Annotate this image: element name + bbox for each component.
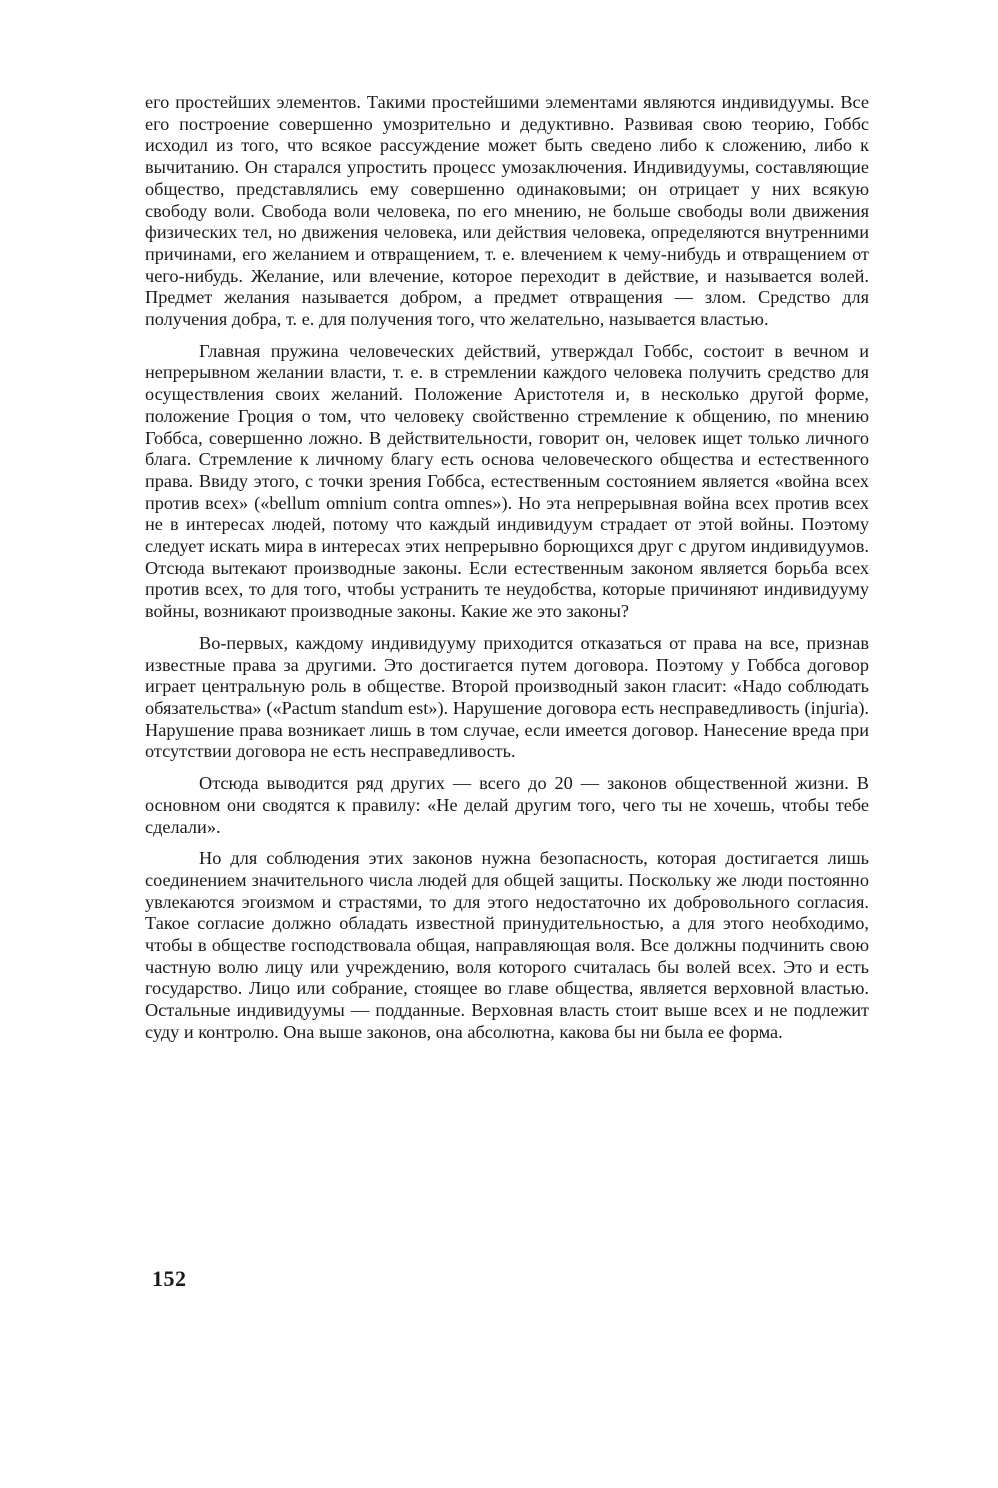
paragraph-4: Отсюда выводится ряд других — всего до 20 — законов общественной жизни. В основном они сводятся к правилу: «Не делай другим того, чего ты не хочешь, чтобы тебе сделали». — [145, 773, 869, 837]
page-body — [145, 92, 869, 1044]
paragraph-5: Но для соблюдения этих законов нужна безопасность, которая достигается лишь соединением значительного числа людей для общей защиты. Поскольку же люди постоянно увлекаются эгоизмом и страстями, то для этого недостаточно их добровольного согласия. Такое согласие должно обладать известной принудительностью, а для этого необходимо, чтобы в обществе господствовала общая, направляющая воля. Все должны подчинить свою частную волю лицу или учреждению, воля которого считалась бы волей всех. Это и есть государство. Лицо или собрание, стоящее во главе общества, является верховной властью. Остальные индивидуумы — подданные. Верховная власть стоит выше всех и не подлежит суду и контролю. Она выше законов, она абсолютна, какова бы ни была ее форма. — [145, 848, 869, 1042]
page-number: 152 — [152, 1266, 187, 1291]
paragraph-1: его простейших элементов. Такими простейшими элементами являются индивидуумы. Все его построение совершенно умозрительно и дедуктивно. Развивая свою теорию, Гоббс исходил из того, что всякое рассуждение может быть сведено либо к сложению, либо к вычитанию. Он старался упростить процесс умозаключения. Индивидуумы, составляющие общество, представлялись ему совершенно одинаковыми; он отрицает у них всякую свободу воли. Свобода воли человека, по его мнению, не больше свободы воли движения физических тел, но движения человека, или действия человека, определяются внутренними причинами, его желанием и отвращением, т. е. влечением к чему-нибудь и отвращением от чего-нибудь. Желание, или влечение, которое переходит в действие, и называется волей. Предмет желания называется добром, а предмет отвращения — злом. Средство для получения добра, т. е. для получения того, что желательно, называется властью. — [145, 92, 869, 330]
paragraph-3: Во-первых, каждому индивидууму приходится отказаться от права на все, признав известные права за другими. Это достигается путем договора. Поэтому у Гоббса договор играет центральную роль в обществе. Второй производный закон гласит: «Надо соблюдать обязательства» («Pactum standum est»). Нарушение договора есть несправедливость (injuria). Нарушение права возникает лишь в том случае, если имеется договор. Нанесение вреда при отсутствии договора не есть несправедливость. — [145, 632, 869, 762]
paragraph-2: Главная пружина человеческих действий, утверждал Гоббс, состоит в вечном и непрерывном желании власти, т. е. в стремлении каждого человека получить средство для осуществления своих желаний. Положение Аристотеля и, в несколько другой форме, положение Гроция о том, что человеку свойственно стремление к общению, по мнению Гоббса, совершенно ложно. В действительности, говорит он, человек ищет только личного блага. Стремление к личному благу есть основа человеческого общества и естественного права. Ввиду этого, с точки зрения Гоббса, естественным состоянием является «война всех против всех» («bellum omnium contra omnes»). Но эта непрерывная война всех против всех не в интересах людей, потому что каждый индивидуум страдает от этой войны. Поэтому следует искать мира в интересах этих непрерывно борющихся друг с другом индивидуумов. Отсюда вытекают производные законы. Если естественным законом является борьба всех против всех, то для того, чтобы устранить те неудобства, которые причиняют индивидууму войны, возникают производные законы. Какие же это законы? — [145, 340, 869, 622]
